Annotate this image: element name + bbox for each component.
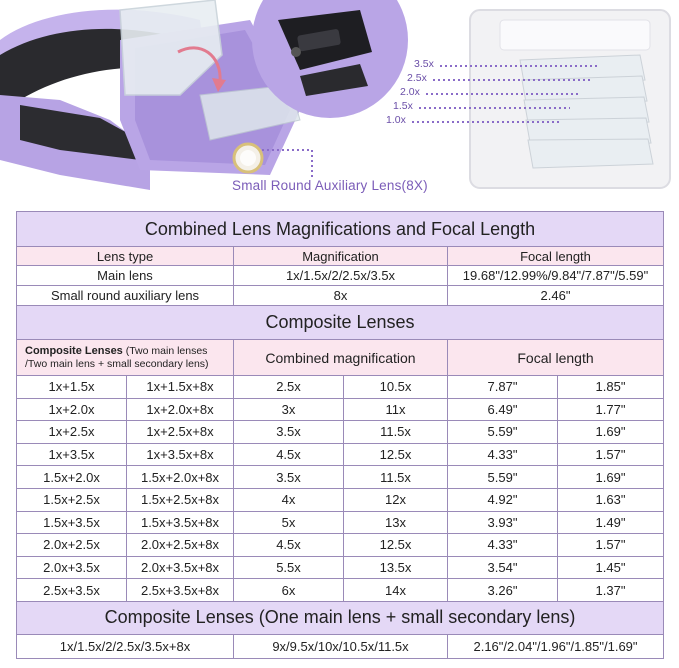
header-composite-lenses: Composite Lenses (Two main lenses /Two main lens + small secondary lens) <box>17 340 234 376</box>
mag-label-3.5x: 3.5x <box>414 58 434 70</box>
aux-lens-label: Small Round Auxiliary Lens(8X) <box>232 178 428 193</box>
cell-three-lens: 1x+3.5x+8x <box>127 443 234 466</box>
cell-focal-three: 1.69" <box>558 421 664 444</box>
cell-focal-two: 3.93" <box>448 511 558 534</box>
cell-two-lens: 1x+3.5x <box>17 443 127 466</box>
section2-title-row <box>17 306 664 340</box>
cell-two-lens: 1.5x+3.5x <box>17 511 127 534</box>
cell-mag-three: 11.5x <box>344 421 448 444</box>
cell-mag-two: 3x <box>234 398 344 421</box>
section1-title-row <box>17 212 664 247</box>
cell-mag-three: 11.5x <box>344 466 448 489</box>
cell-mag-three: 13.5x <box>344 556 448 579</box>
cell-focal-three: 1.69" <box>558 466 664 489</box>
cell-three-lens: 1.5x+2.0x+8x <box>127 466 234 489</box>
section1-title: Combined Lens Magnifications and Focal Length <box>17 212 664 247</box>
cell-mag-two: 5x <box>234 511 344 534</box>
table-row <box>17 579 664 602</box>
cell-three-lens: 2.0x+3.5x+8x <box>127 556 234 579</box>
table-row <box>17 534 664 557</box>
table-row <box>17 443 664 466</box>
cell-mag-two: 5.5x <box>234 556 344 579</box>
cell-lens-type: Main lens <box>17 266 234 286</box>
cell-magnification: 8x <box>234 286 448 306</box>
cell-mag-two: 2.5x <box>234 376 344 399</box>
cell-mag-three: 10.5x <box>344 376 448 399</box>
cell-mag-three: 12x <box>344 488 448 511</box>
cell-three-lens: 1.5x+3.5x+8x <box>127 511 234 534</box>
cell-three-lens: 1x+1.5x+8x <box>127 376 234 399</box>
cell-focal-three: 1.85" <box>558 376 664 399</box>
cell-mag-three: 12.5x <box>344 534 448 557</box>
composite-rows <box>17 376 664 602</box>
header-magnification: Magnification <box>234 247 448 266</box>
table-row <box>17 488 664 511</box>
cell-focal-two: 3.54" <box>448 556 558 579</box>
lens-spec-table <box>16 211 664 659</box>
cell-two-lens: 2.5x+3.5x <box>17 579 127 602</box>
cell-focal-two: 4.33" <box>448 443 558 466</box>
header-combined-magnification: Combined magnification <box>234 340 448 376</box>
table-row <box>17 286 664 306</box>
cell-three-lens: 1.5x+2.5x+8x <box>127 488 234 511</box>
cell-two-lens: 1x+2.0x <box>17 398 127 421</box>
header-focal-length-2: Focal length <box>448 340 664 376</box>
table-row <box>17 634 664 658</box>
cell-focal-length: 19.68"/12.99%/9.84"/7.87"/5.59" <box>448 266 664 286</box>
section3-title-row <box>17 601 664 634</box>
cell-three-lens: 1x+2.0x+8x <box>127 398 234 421</box>
table-row <box>17 511 664 534</box>
cell-mag-two: 3.5x <box>234 421 344 444</box>
cell-mag-two: 4.5x <box>234 443 344 466</box>
cell-two-lens: 1x+2.5x <box>17 421 127 444</box>
cell-two-lens: 2.0x+2.5x <box>17 534 127 557</box>
cell-focal-three: 1.57" <box>558 443 664 466</box>
cell-mag-two: 3.5x <box>234 466 344 489</box>
cell-focal-three: 1.49" <box>558 511 664 534</box>
mag-label-1.5x: 1.5x <box>393 100 413 112</box>
table-row <box>17 266 664 286</box>
cell-focal-three: 1.63" <box>558 488 664 511</box>
mag-label-1.0x: 1.0x <box>386 114 406 126</box>
section3-title: Composite Lenses (One main lens + small secondary lens) <box>17 601 664 634</box>
cell-mag-two: 6x <box>234 579 344 602</box>
table-row <box>17 556 664 579</box>
cell-magnification: 9x/9.5x/10x/10.5x/11.5x <box>234 634 448 658</box>
table-row <box>17 398 664 421</box>
cell-focal-two: 6.49" <box>448 398 558 421</box>
section2-title: Composite Lenses <box>17 306 664 340</box>
cell-mag-three: 13x <box>344 511 448 534</box>
cell-focal-three: 1.57" <box>558 534 664 557</box>
cell-focal-length: 2.46" <box>448 286 664 306</box>
cell-focal-two: 5.59" <box>448 421 558 444</box>
mag-label-2.5x: 2.5x <box>407 72 427 84</box>
table-row <box>17 376 664 399</box>
cell-focal-three: 1.45" <box>558 556 664 579</box>
cell-two-lens: 1.5x+2.5x <box>17 488 127 511</box>
cell-focal-two: 4.92" <box>448 488 558 511</box>
cell-three-lens: 2.0x+2.5x+8x <box>127 534 234 557</box>
cell-mag-three: 14x <box>344 579 448 602</box>
table-row <box>17 466 664 489</box>
cell-mag-three: 12.5x <box>344 443 448 466</box>
cell-focal-two: 7.87" <box>448 376 558 399</box>
cell-three-lens: 1x+2.5x+8x <box>127 421 234 444</box>
product-illustration <box>0 0 679 210</box>
cell-two-lens: 1x+1.5x <box>17 376 127 399</box>
cell-two-lens: 2.0x+3.5x <box>17 556 127 579</box>
table-row <box>17 421 664 444</box>
cell-mag-three: 11x <box>344 398 448 421</box>
cell-two-lens: 1.5x+2.0x <box>17 466 127 489</box>
cell-focal-two: 5.59" <box>448 466 558 489</box>
cell-focal-three: 1.77" <box>558 398 664 421</box>
cell-lens-type: Small round auxiliary lens <box>17 286 234 306</box>
header-lens-type: Lens type <box>17 247 234 266</box>
cell-three-lens: 2.5x+3.5x+8x <box>127 579 234 602</box>
section1-header-row <box>17 247 664 266</box>
mag-label-2.0x: 2.0x <box>400 86 420 98</box>
cell-focal-two: 3.26" <box>448 579 558 602</box>
header-focal-length: Focal length <box>448 247 664 266</box>
section2-header-row <box>17 340 664 376</box>
cell-magnification: 1x/1.5x/2/2.5x/3.5x <box>234 266 448 286</box>
cell-mag-two: 4x <box>234 488 344 511</box>
cell-lenses: 1x/1.5x/2/2.5x/3.5x+8x <box>17 634 234 658</box>
cell-focal-three: 1.37" <box>558 579 664 602</box>
stored-lenses <box>520 55 653 168</box>
cell-mag-two: 4.5x <box>234 534 344 557</box>
cell-focal-length: 2.16"/2.04"/1.96"/1.85"/1.69" <box>448 634 664 658</box>
cell-focal-two: 4.33" <box>448 534 558 557</box>
